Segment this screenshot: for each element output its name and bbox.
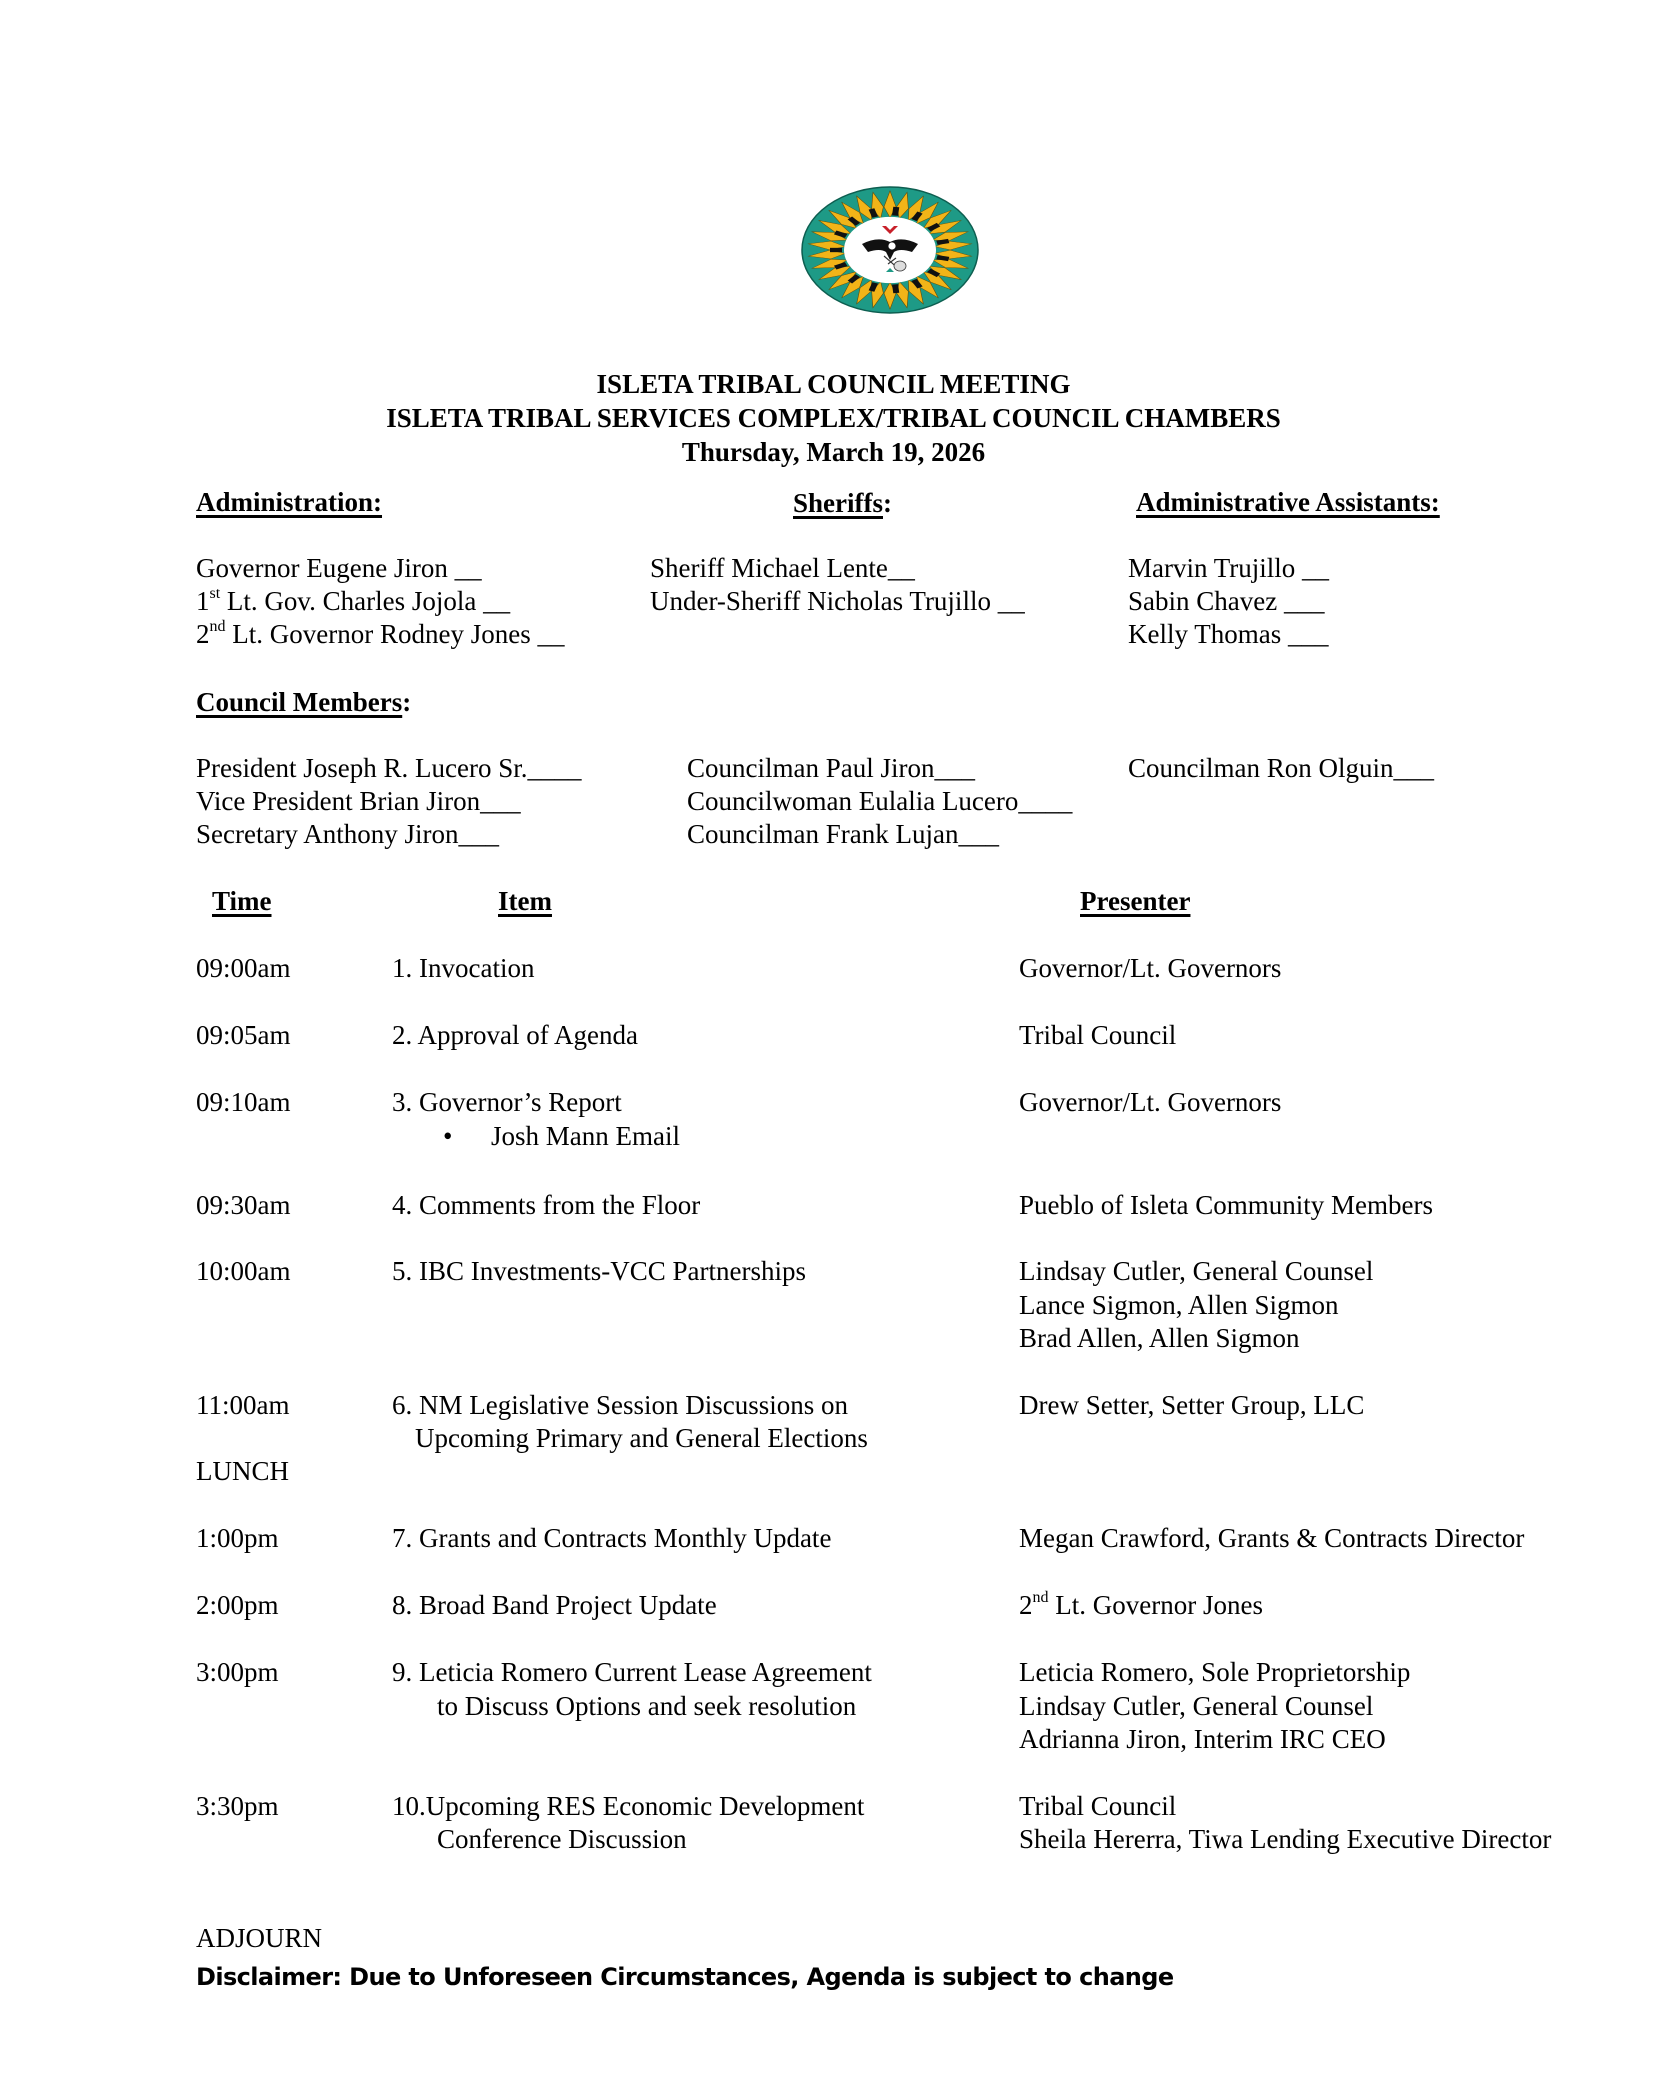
assistant-member: Sabin Chavez ___ — [1128, 586, 1325, 616]
admin-member: 2nd Lt. Governor Rodney Jones __ — [196, 618, 565, 649]
agenda-presenter: 2nd Lt. Governor Jones — [1019, 1589, 1263, 1620]
agenda-item-continued: to Discuss Options and seek resolution — [437, 1691, 857, 1721]
adjourn-label: ADJOURN — [196, 1923, 323, 1953]
agenda-presenter: Adrianna Jiron, Interim IRC CEO — [1019, 1724, 1386, 1754]
agenda-item: 1. Invocation — [392, 953, 535, 983]
meeting-location: ISLETA TRIBAL SERVICES COMPLEX/TRIBAL COUNCIL CHAMBERS — [386, 403, 1281, 433]
administration-heading: Administration: — [196, 487, 383, 517]
column-header-presenter: Presenter — [1080, 886, 1191, 916]
admin-member: Governor Eugene Jiron __ — [196, 553, 482, 583]
sheriff-member: Under-Sheriff Nicholas Trujillo __ — [650, 586, 1025, 616]
agenda-presenter: Lindsay Cutler, General Counsel — [1019, 1256, 1374, 1286]
assistant-member: Marvin Trujillo __ — [1128, 553, 1330, 583]
agenda-presenter: Governor/Lt. Governors — [1019, 1087, 1282, 1117]
assistant-member: Kelly Thomas ___ — [1128, 619, 1329, 649]
column-header-item: Item — [498, 886, 552, 916]
agenda-presenter: Megan Crawford, Grants & Contracts Director — [1019, 1523, 1525, 1553]
agenda-subitem: Josh Mann Email — [491, 1121, 680, 1151]
agenda-presenter: Sheila Hererra, Tiwa Lending Executive Director — [1019, 1824, 1552, 1854]
agenda-time: 09:10am — [196, 1087, 291, 1117]
agenda-time: 1:00pm — [196, 1523, 279, 1553]
agenda-presenter: Governor/Lt. Governors — [1019, 953, 1282, 983]
agenda-presenter: Tribal Council — [1019, 1020, 1177, 1050]
agenda-presenter: Lindsay Cutler, General Counsel — [1019, 1691, 1374, 1721]
agenda-item: 2. Approval of Agenda — [392, 1020, 638, 1050]
admin-assistants-heading: Administrative Assistants: — [1136, 487, 1440, 517]
agenda-item: 6. NM Legislative Session Discussions on — [392, 1390, 848, 1420]
council-member: Councilman Paul Jiron___ — [687, 753, 975, 783]
agenda-time: 09:00am — [196, 953, 291, 983]
council-member: Councilman Ron Olguin___ — [1128, 753, 1434, 783]
sheriffs-heading-colon: : — [883, 488, 892, 518]
council-member: Vice President Brian Jiron___ — [196, 786, 521, 816]
council-member: Councilwoman Eulalia Lucero____ — [687, 786, 1073, 816]
agenda-item: 8. Broad Band Project Update — [392, 1590, 717, 1620]
agenda-item: 3. Governor’s Report — [392, 1087, 622, 1117]
council-heading-wrap: Council Members: — [196, 687, 412, 717]
column-header-time: Time — [212, 886, 272, 916]
agenda-time: 3:30pm — [196, 1791, 279, 1821]
agenda-time: 2:00pm — [196, 1590, 279, 1620]
agenda-presenter: Brad Allen, Allen Sigmon — [1019, 1323, 1300, 1353]
sheriffs-heading: Sheriffs — [793, 488, 883, 518]
agenda-item-continued: Conference Discussion — [437, 1824, 687, 1854]
sheriff-member: Sheriff Michael Lente__ — [650, 553, 915, 583]
agenda-item: 10.Upcoming RES Economic Development — [392, 1791, 865, 1821]
council-member: Secretary Anthony Jiron___ — [196, 819, 499, 849]
meeting-date: Thursday, March 19, 2026 — [681, 437, 986, 467]
agenda-time: 11:00am — [196, 1390, 290, 1420]
agenda-time: 10:00am — [196, 1256, 291, 1286]
agenda-time: 09:30am — [196, 1190, 291, 1220]
agenda-presenter: Pueblo of Isleta Community Members — [1019, 1190, 1433, 1220]
agenda-presenter: Drew Setter, Setter Group, LLC — [1019, 1390, 1365, 1420]
admin-member: 1st Lt. Gov. Charles Jojola __ — [196, 585, 511, 616]
agenda-presenter: Leticia Romero, Sole Proprietorship — [1019, 1657, 1411, 1687]
sheriffs-heading-wrap — [793, 487, 892, 520]
agenda-time: 09:05am — [196, 1020, 291, 1050]
disclaimer-text: Disclaimer: Due to Unforeseen Circumstances, Agenda is subject to change — [196, 1963, 1174, 1991]
council-member: President Joseph R. Lucero Sr.____ — [196, 753, 582, 783]
isleta-seal-logo — [800, 186, 980, 314]
council-heading: Council Members — [196, 687, 403, 717]
lunch-break: LUNCH — [196, 1456, 289, 1486]
isleta-pueblo-seal-icon — [800, 186, 980, 314]
agenda-time: 3:00pm — [196, 1657, 279, 1687]
agenda-item: 5. IBC Investments-VCC Partnerships — [392, 1256, 806, 1286]
agenda-presenter: Tribal Council — [1019, 1791, 1177, 1821]
agenda-item: 7. Grants and Contracts Monthly Update — [392, 1523, 832, 1553]
agenda-item: 4. Comments from the Floor — [392, 1190, 701, 1220]
bullet-icon: • — [443, 1121, 453, 1151]
council-member: Councilman Frank Lujan___ — [687, 819, 999, 849]
agenda-item-continued: Upcoming Primary and General Elections — [415, 1423, 868, 1453]
meeting-title: ISLETA TRIBAL COUNCIL MEETING — [596, 369, 1071, 399]
agenda-item: 9. Leticia Romero Current Lease Agreement — [392, 1657, 872, 1687]
agenda-presenter: Lance Sigmon, Allen Sigmon — [1019, 1290, 1339, 1320]
